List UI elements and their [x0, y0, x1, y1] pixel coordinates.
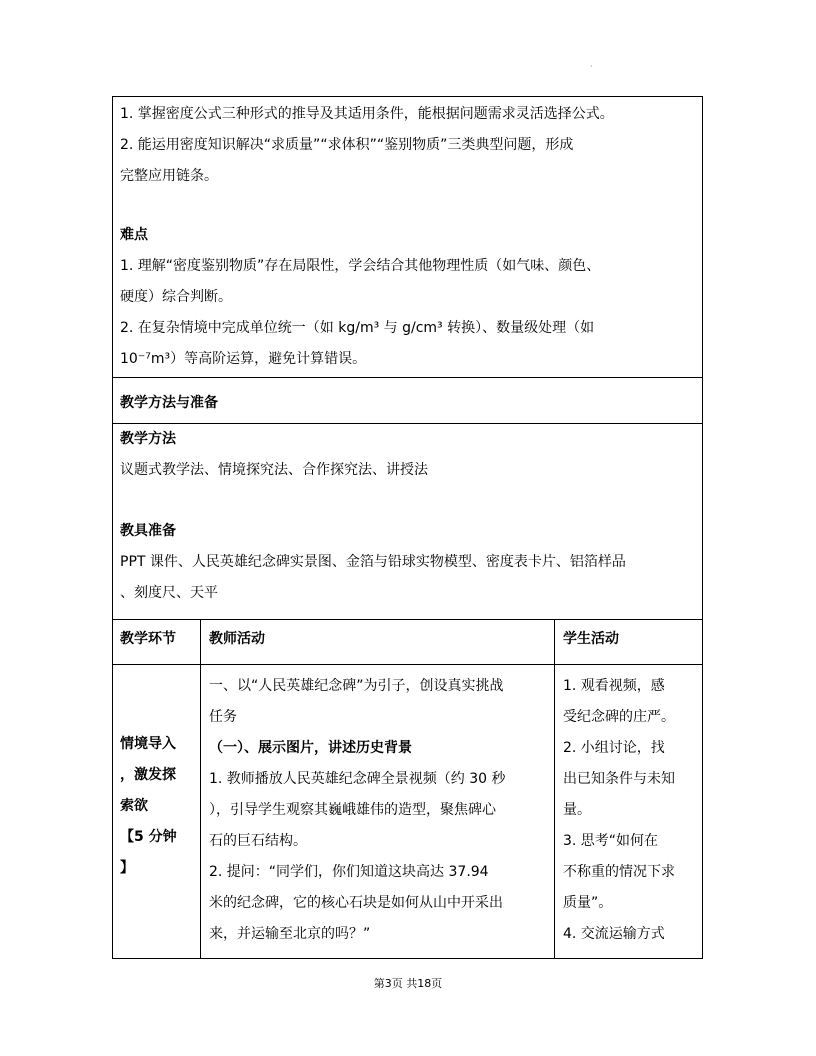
tools-title: 教具准备	[120, 523, 176, 539]
teacher-line-9: 来，并运输至北京的吗？”	[209, 926, 371, 942]
objective-item-2-line-2: 完整应用链条。	[120, 168, 218, 184]
difficulty-2-line-1: 2. 在复杂情境中完成单位统一（如 kg/m³ 与 g/cm³ 转换）、数量级处理（如	[120, 320, 595, 336]
difficulty-1-line-1: 1. 理解“密度鉴别物质”存在局限性，学会结合其他物理性质（如气味、颜色、	[120, 258, 601, 274]
teacher-line-4: 1. 教师播放人民英雄纪念碑全景视频（约 30 秒	[209, 771, 506, 787]
teacher-line-2: 任务	[209, 709, 237, 725]
tools-line-1: PPT 课件、人民英雄纪念碑实景图、金箔与铅球实物模型、密度表卡片、铝箔样品	[120, 554, 626, 570]
student-line-4: 出已知条件与未知	[563, 771, 675, 787]
teacher-line-1: 一、以“人民英雄纪念碑”为引子，创设真实挑战	[209, 678, 504, 694]
teacher-activity-cell	[209, 671, 506, 950]
corner-mark: ·	[590, 62, 593, 71]
method-title: 教学方法	[120, 431, 176, 447]
difficulty-1-line-2: 硬度）综合判断。	[120, 289, 232, 305]
stage-line-5: 】	[120, 860, 134, 876]
stage-line-1: 情境导入	[120, 736, 176, 752]
teacher-line-7: 2. 提问：“同学们，你们知道这块高达 37.94	[209, 864, 489, 880]
lesson-plan-table	[112, 96, 703, 959]
header-teacher-activity: 教师活动	[209, 631, 265, 647]
methods-cell	[120, 424, 626, 609]
student-line-8: 质量”。	[563, 895, 613, 911]
teacher-subheading: （一）、展示图片，讲述历史背景	[209, 740, 412, 756]
stage-line-2: ，激发探	[120, 767, 176, 783]
stage-line-4: 【5 分钟	[120, 829, 177, 845]
stage-line-3: 索欲	[120, 798, 148, 814]
method-text: 议题式教学法、情境探究法、合作探究法、讲授法	[120, 462, 428, 478]
student-line-2: 受纪念碑的庄严。	[563, 709, 675, 725]
student-line-3: 2. 小组讨论，找	[563, 740, 665, 756]
difficulty-2-line-2: 10⁻⁷m³）等高阶运算，避免计算错误。	[120, 351, 367, 367]
header-student-activity: 学生活动	[563, 631, 619, 647]
student-line-7: 不称重的情况下求	[563, 864, 675, 880]
student-line-5: 量。	[563, 802, 591, 818]
student-line-1: 1. 观看视频，感	[563, 678, 665, 694]
methods-header: 教学方法与准备	[120, 395, 218, 411]
student-line-9: 4. 交流运输方式	[563, 926, 665, 942]
objective-item-1: 1. 掌握密度公式三种形式的推导及其适用条件，能根据问题需求灵活选择公式。	[120, 106, 614, 122]
teacher-line-5: ），引导学生观察其巍峨雄伟的造型，聚焦碑心	[209, 802, 496, 818]
tools-line-2: 、刻度尺、天平	[120, 585, 218, 601]
teacher-line-8: 米的纪念碑，它的核心石块是如何从山中开采出	[209, 895, 503, 911]
page-footer: 第3页 共18页	[373, 977, 443, 990]
student-activity-cell	[563, 671, 675, 950]
teacher-line-6: 石的巨石结构。	[209, 833, 307, 849]
objectives-cell	[120, 99, 614, 375]
stage-cell	[120, 729, 177, 884]
header-stage: 教学环节	[120, 631, 176, 647]
objective-item-2-line-1: 2. 能运用密度知识解决“求质量”“求体积”“鉴别物质”三类典型问题，形成	[120, 137, 574, 153]
difficulty-title: 难点	[120, 227, 148, 243]
student-line-6: 3. 思考“如何在	[563, 833, 659, 849]
